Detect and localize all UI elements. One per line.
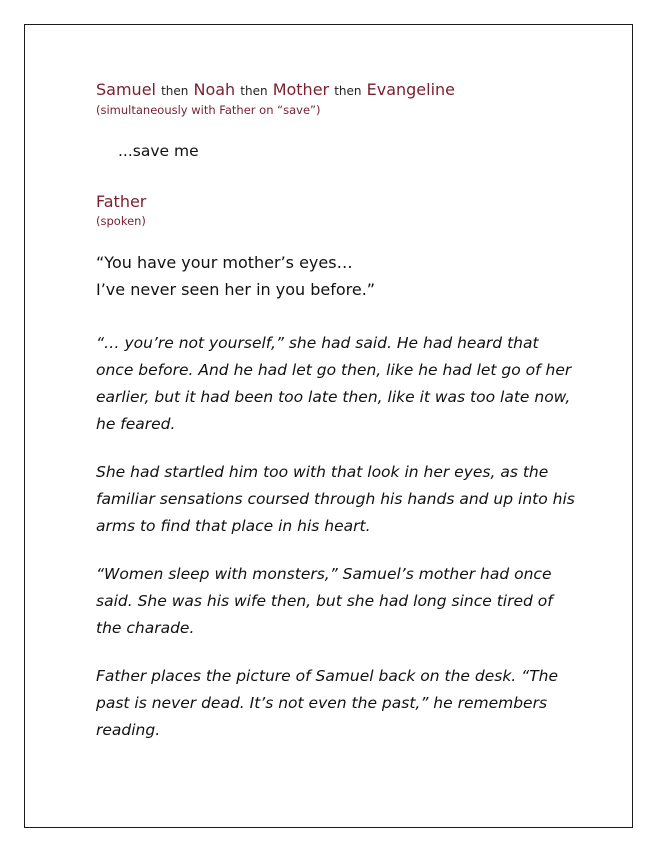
character-block-father xyxy=(96,191,576,229)
page-content xyxy=(96,79,576,744)
character-sequence xyxy=(96,79,576,102)
script-page xyxy=(24,24,633,828)
prose-paragraph: She had startled him too with that look in her eyes, as the familiar sensations coursed through his hands and up into his arms to find that place in his heart. xyxy=(96,463,575,535)
dialogue-line-2: I’ve never seen her in you before.” xyxy=(96,280,376,299)
prose-paragraph: “… you’re not yourself,” she had said. He had heard that once before. And he had let go then, like he had let go of her earlier, but it had been too late then, like it was too late now, he feared. xyxy=(96,334,572,433)
connector-word: then xyxy=(240,84,268,98)
character-name-father: Father xyxy=(96,192,147,211)
stage-direction-simultaneous: (simultaneously with Father on “save”) xyxy=(96,103,321,117)
dialogue-line-1: “You have your mother’s eyes… xyxy=(96,253,353,272)
stage-direction-spoken: (spoken) xyxy=(96,214,146,228)
character-name-mother: Mother xyxy=(272,80,330,99)
prose-paragraph: Father places the picture of Samuel back on the desk. “The past is never dead. It’s not even the past,” he remembers reading. xyxy=(96,667,559,739)
connector-word: then xyxy=(334,84,362,98)
spoken-dialogue xyxy=(96,249,576,303)
lyric-line: ...save me xyxy=(118,142,199,160)
character-name-evangeline: Evangeline xyxy=(366,80,456,99)
character-name-samuel: Samuel xyxy=(96,80,156,99)
connector-word: then xyxy=(161,84,189,98)
prose-paragraph: “Women sleep with monsters,” Samuel’s mother had once said. She was his wife then, but she had long since tired of the charade. xyxy=(96,565,553,637)
character-name-noah: Noah xyxy=(193,80,236,99)
